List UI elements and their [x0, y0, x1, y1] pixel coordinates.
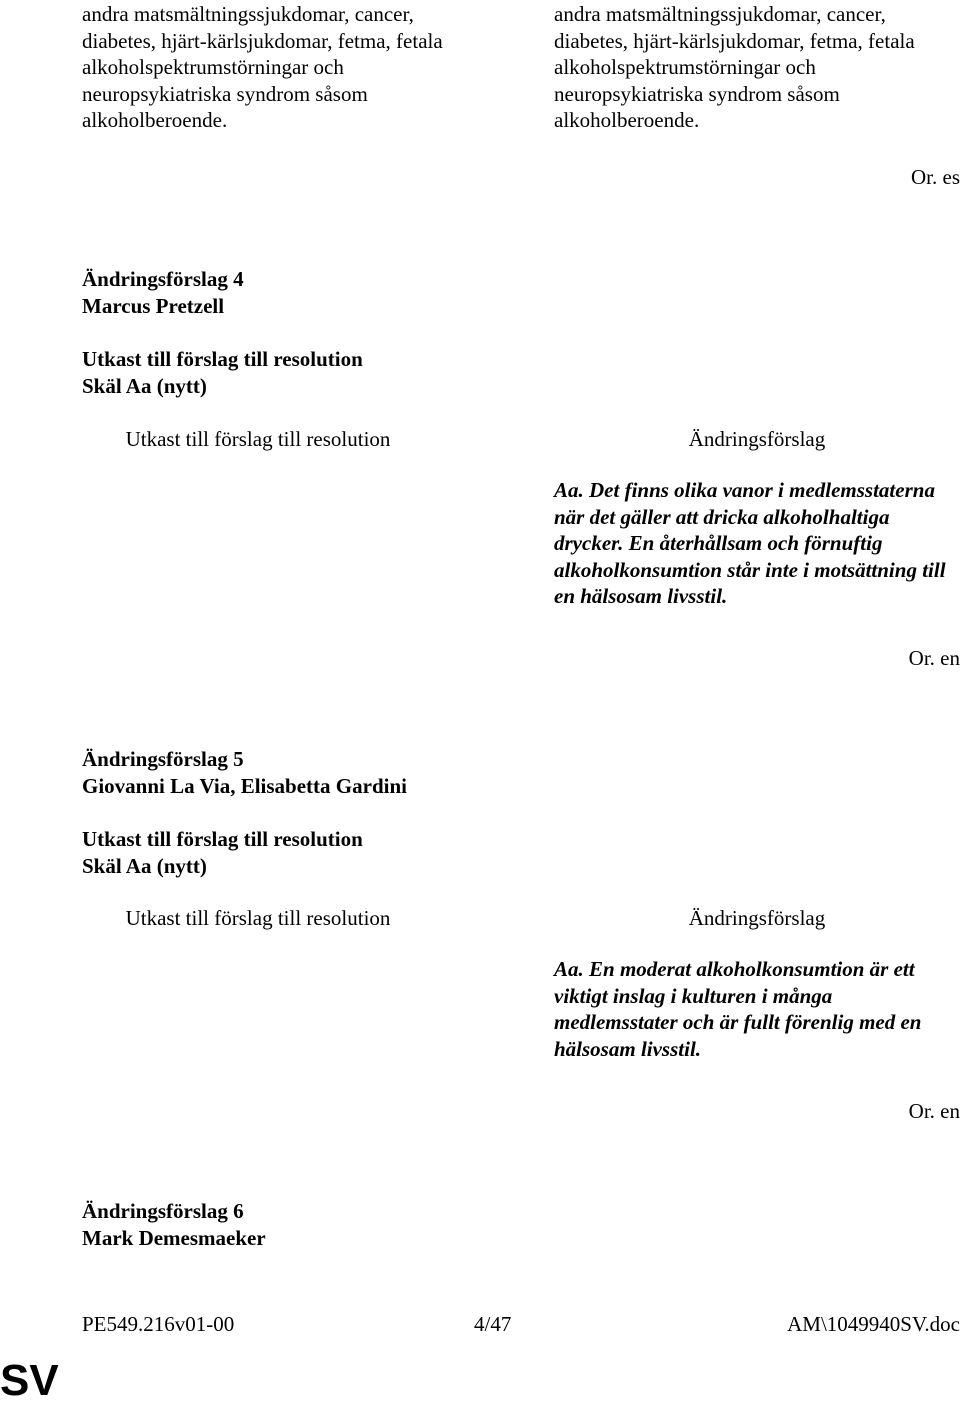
amendment-5-position: Skäl Aa (nytt)	[82, 854, 207, 878]
amendment-5-authors: Giovanni La Via, Elisabetta Gardini	[82, 774, 407, 798]
amendment-6-authors: Mark Demesmaeker	[82, 1226, 266, 1250]
amendment-4-text: Aa. Det finns olika vanor i medlemsstaterna när det gäller att dricka alkoholhaltiga drycker. En återhållsam och förnuftig alkoholkonsumtion står inte i motsättning till en hälsosam livsstil.	[554, 478, 946, 608]
amendment-6-title: Ändringsförslag 6	[82, 1199, 244, 1223]
amendment-4-authors: Marcus Pretzell	[82, 294, 225, 318]
amendment-5-title: Ändringsförslag 5	[82, 747, 244, 771]
footer-page-number: 4/47	[474, 1312, 512, 1336]
amendment-5-text: Aa. En moderat alkoholkonsumtion är ett viktigt inslag i kulturen i många medlemsstater och är fullt förenlig med en hälsosam livsstil.	[554, 957, 922, 1061]
amendment-4-doc-ref: Utkast till förslag till resolution	[82, 347, 363, 371]
amendment-5-left-header: Utkast till förslag till resolution	[125, 906, 391, 930]
amendment-4-original-language: Or. en	[908, 646, 960, 670]
footer-file-name: AM\1049940SV.doc	[787, 1312, 960, 1336]
amendment-5-original-language: Or. en	[908, 1099, 960, 1123]
footer-doc-id: PE549.216v01-00	[82, 1312, 235, 1336]
amendment-4-position: Skäl Aa (nytt)	[82, 374, 207, 398]
amendment-5-right-header: Ändringsförslag	[688, 906, 826, 930]
footer-language-code: SV	[0, 1356, 59, 1405]
amendment-5-doc-ref: Utkast till förslag till resolution	[82, 827, 363, 851]
amendment-4-title: Ändringsförslag 4	[82, 267, 244, 291]
original-language-es: Or. es	[911, 165, 960, 189]
amendment-4-left-header: Utkast till förslag till resolution	[125, 427, 391, 451]
top-left-text: andra matsmältningssjukdomar, cancer, diabetes, hjärt-kärlsjukdomar, fetma, fetala alkoholspektrumstörningar och neuropsykiatriska syndrom såsom alkoholberoende.	[82, 2, 443, 132]
amendment-4-right-header: Ändringsförslag	[688, 427, 826, 451]
top-right-text: andra matsmältningssjukdomar, cancer, diabetes, hjärt-kärlsjukdomar, fetma, fetala alkoholspektrumstörningar och neuropsykiatriska syndrom såsom alkoholberoende.	[554, 2, 915, 132]
